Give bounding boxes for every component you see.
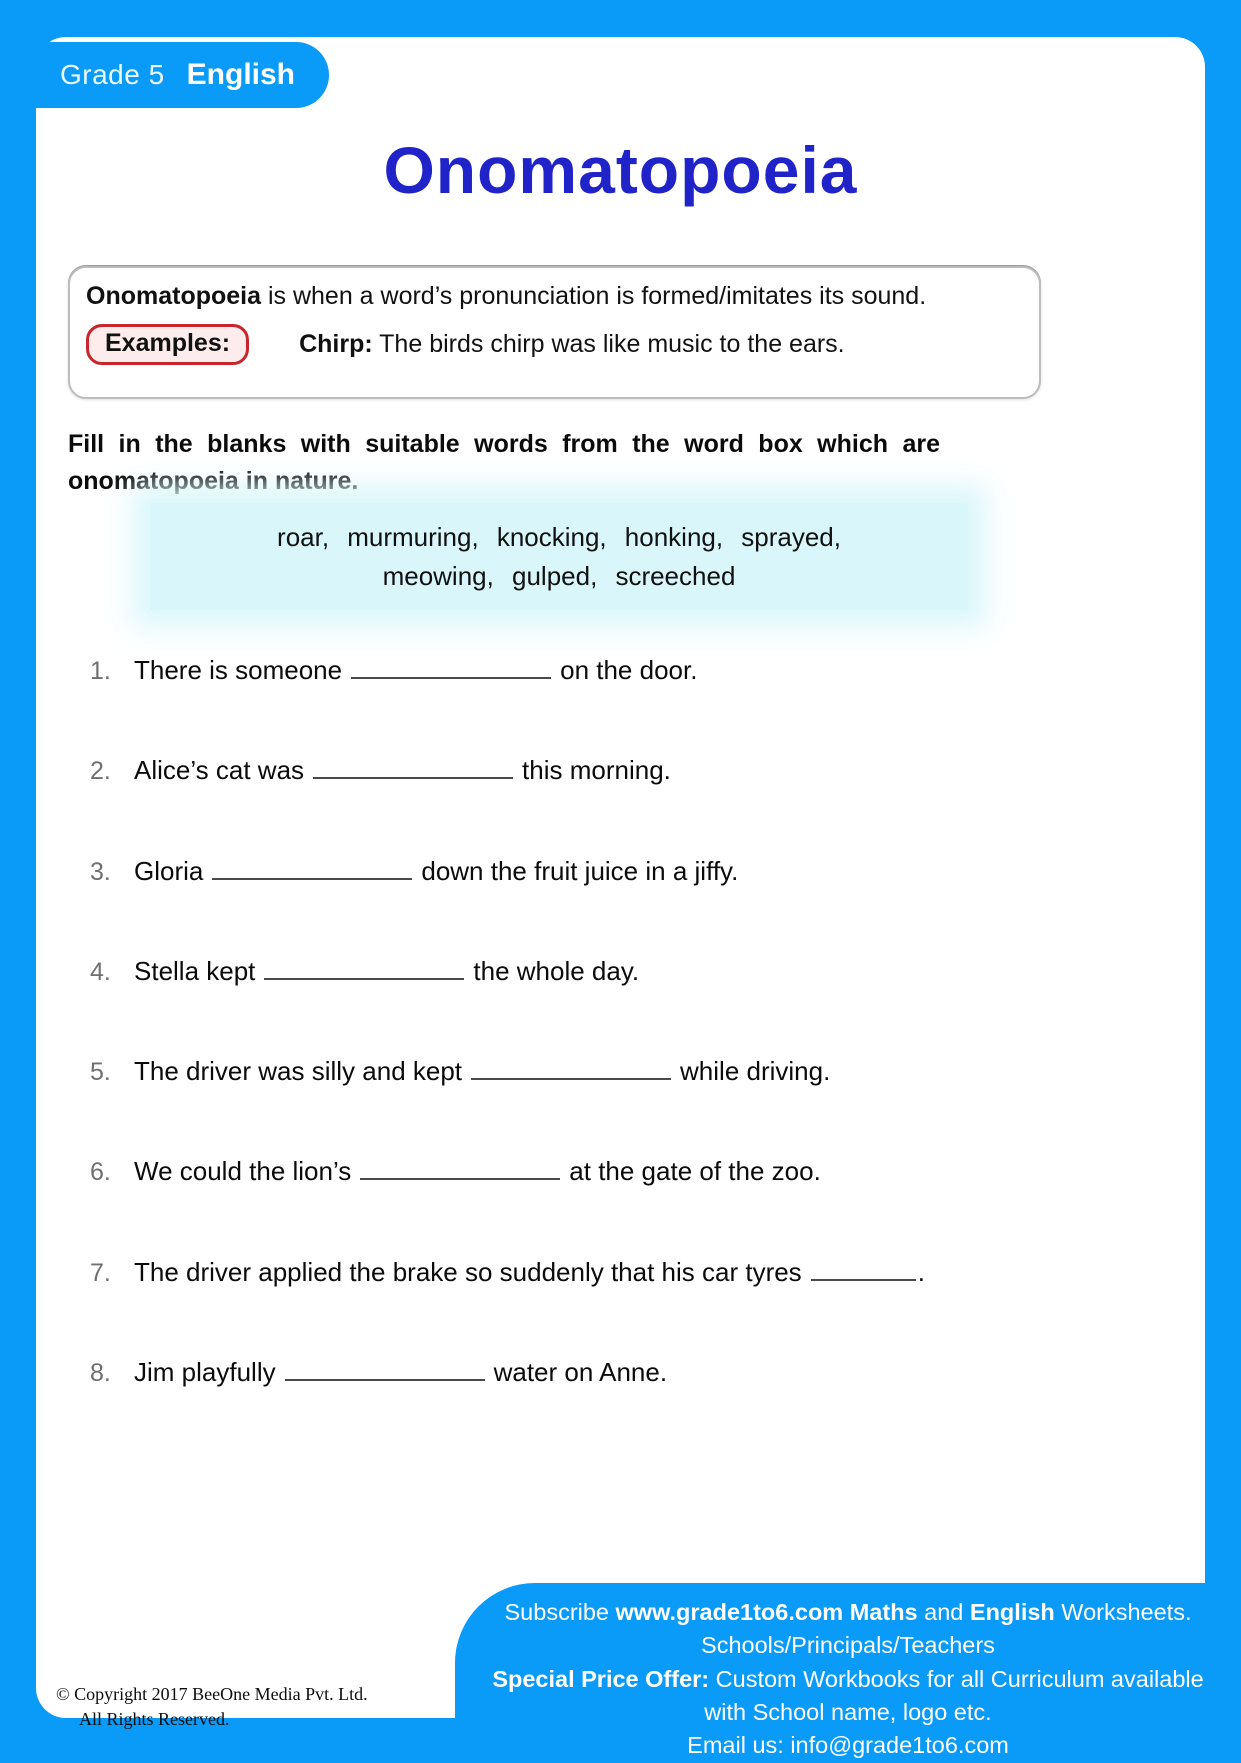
question-number: 3. bbox=[90, 857, 111, 886]
answer-blank-3[interactable] bbox=[212, 860, 412, 880]
question-item-2 bbox=[90, 755, 1160, 855]
question-item-6 bbox=[90, 1156, 1160, 1256]
definition-text bbox=[86, 282, 1023, 311]
questions-list bbox=[90, 655, 1160, 1457]
question-item-4 bbox=[90, 956, 1160, 1056]
question-after: . bbox=[917, 1256, 925, 1287]
example-sentence bbox=[299, 330, 845, 359]
question-number: 1. bbox=[90, 657, 111, 685]
website-link: www.grade1to6.com Maths bbox=[615, 1599, 918, 1625]
footer-text: and bbox=[917, 1599, 970, 1625]
question-text bbox=[134, 1357, 667, 1388]
question-item-7 bbox=[90, 1257, 1160, 1357]
copyright-line-1: © Copyright 2017 BeeOne Media Pvt. Ltd. bbox=[56, 1684, 368, 1704]
footer-text: Subscribe bbox=[504, 1599, 616, 1625]
question-text bbox=[134, 956, 639, 987]
copyright-notice bbox=[56, 1682, 368, 1732]
question-after: while driving. bbox=[680, 1056, 831, 1087]
question-number: 2. bbox=[90, 757, 111, 786]
word-box-line-2: meowing, gulped, screeched bbox=[382, 560, 736, 591]
footer-text: Worksheets. bbox=[1054, 1599, 1192, 1625]
definition-body: is when a word’s pronunciation is formed/imitates its sound. bbox=[261, 282, 927, 310]
question-before: The driver was silly and kept bbox=[134, 1056, 463, 1087]
question-after: on the door. bbox=[560, 655, 698, 685]
question-before: We could the lion’s bbox=[134, 1156, 352, 1187]
grade-label: Grade 5 bbox=[60, 59, 165, 90]
copyright-line-2: All Rights Reserved. bbox=[79, 1709, 230, 1730]
question-text bbox=[134, 1257, 925, 1288]
answer-blank-1[interactable] bbox=[351, 659, 551, 679]
subject-label: English bbox=[186, 58, 296, 91]
question-before: Jim playfully bbox=[134, 1357, 276, 1388]
definition-box bbox=[68, 266, 1041, 399]
answer-blank-7[interactable] bbox=[811, 1261, 916, 1281]
footer-line-offer bbox=[455, 1663, 1241, 1696]
question-after: water on Anne. bbox=[493, 1357, 668, 1388]
question-item-3 bbox=[90, 856, 1160, 956]
answer-blank-4[interactable] bbox=[264, 960, 464, 980]
question-after: this morning. bbox=[522, 755, 671, 786]
word-box-line-1: roar, murmuring, knocking, honking, sprayed, bbox=[277, 521, 841, 552]
question-number: 6. bbox=[90, 1158, 111, 1187]
question-after: the whole day. bbox=[473, 955, 640, 986]
footer-subject-bold: English bbox=[969, 1599, 1055, 1625]
instructions-text: Fill in the blanks with suitable words from the word box which are onomatopoeia in nature. bbox=[68, 430, 940, 495]
offer-label: Special Price Offer: bbox=[492, 1665, 710, 1692]
answer-blank-8[interactable] bbox=[285, 1361, 485, 1381]
question-item-5 bbox=[90, 1056, 1160, 1156]
examples-row bbox=[86, 324, 1023, 365]
footer-line-audience: Schools/Principals/Teachers bbox=[701, 1632, 995, 1659]
footer-line-subscribe bbox=[455, 1596, 1241, 1629]
question-number: 4. bbox=[90, 957, 111, 986]
footer-banner bbox=[455, 1583, 1241, 1759]
question-text bbox=[134, 755, 671, 786]
question-number: 7. bbox=[90, 1258, 111, 1287]
footer-line-email: Email us: info@grade1to6.com bbox=[687, 1732, 1009, 1759]
question-text bbox=[134, 1156, 821, 1187]
question-number: 8. bbox=[90, 1359, 111, 1388]
offer-text: Custom Workbooks for all Curriculum available bbox=[709, 1665, 1204, 1692]
answer-blank-5[interactable] bbox=[471, 1060, 671, 1080]
question-text bbox=[134, 1056, 830, 1087]
question-item-8 bbox=[90, 1357, 1160, 1457]
question-text bbox=[134, 856, 738, 887]
question-before: Gloria bbox=[134, 855, 204, 886]
question-text bbox=[134, 655, 697, 686]
page-title: Onomatopoeia bbox=[383, 133, 858, 207]
question-number: 5. bbox=[90, 1058, 111, 1087]
answer-blank-6[interactable] bbox=[360, 1160, 560, 1180]
definition-term: Onomatopoeia bbox=[86, 282, 262, 310]
question-before: There is someone bbox=[134, 655, 343, 685]
example-text: The birds chirp was like music to the ears. bbox=[372, 330, 845, 358]
question-after: at the gate of the zoo. bbox=[569, 1156, 821, 1187]
question-before: Alice’s cat was bbox=[134, 755, 305, 786]
word-box bbox=[150, 503, 968, 610]
question-item-1 bbox=[90, 655, 1160, 755]
question-after: down the fruit juice in a jiffy. bbox=[421, 855, 739, 886]
answer-blank-2[interactable] bbox=[313, 759, 513, 779]
examples-chip: Examples: bbox=[86, 324, 249, 365]
question-before: The driver applied the brake so suddenly that his car tyres bbox=[134, 1256, 802, 1287]
example-word: Chirp: bbox=[299, 330, 373, 358]
footer-line-customization: with School name, logo etc. bbox=[704, 1699, 992, 1726]
grade-subject-badge bbox=[36, 42, 329, 108]
question-before: Stella kept bbox=[134, 955, 256, 986]
